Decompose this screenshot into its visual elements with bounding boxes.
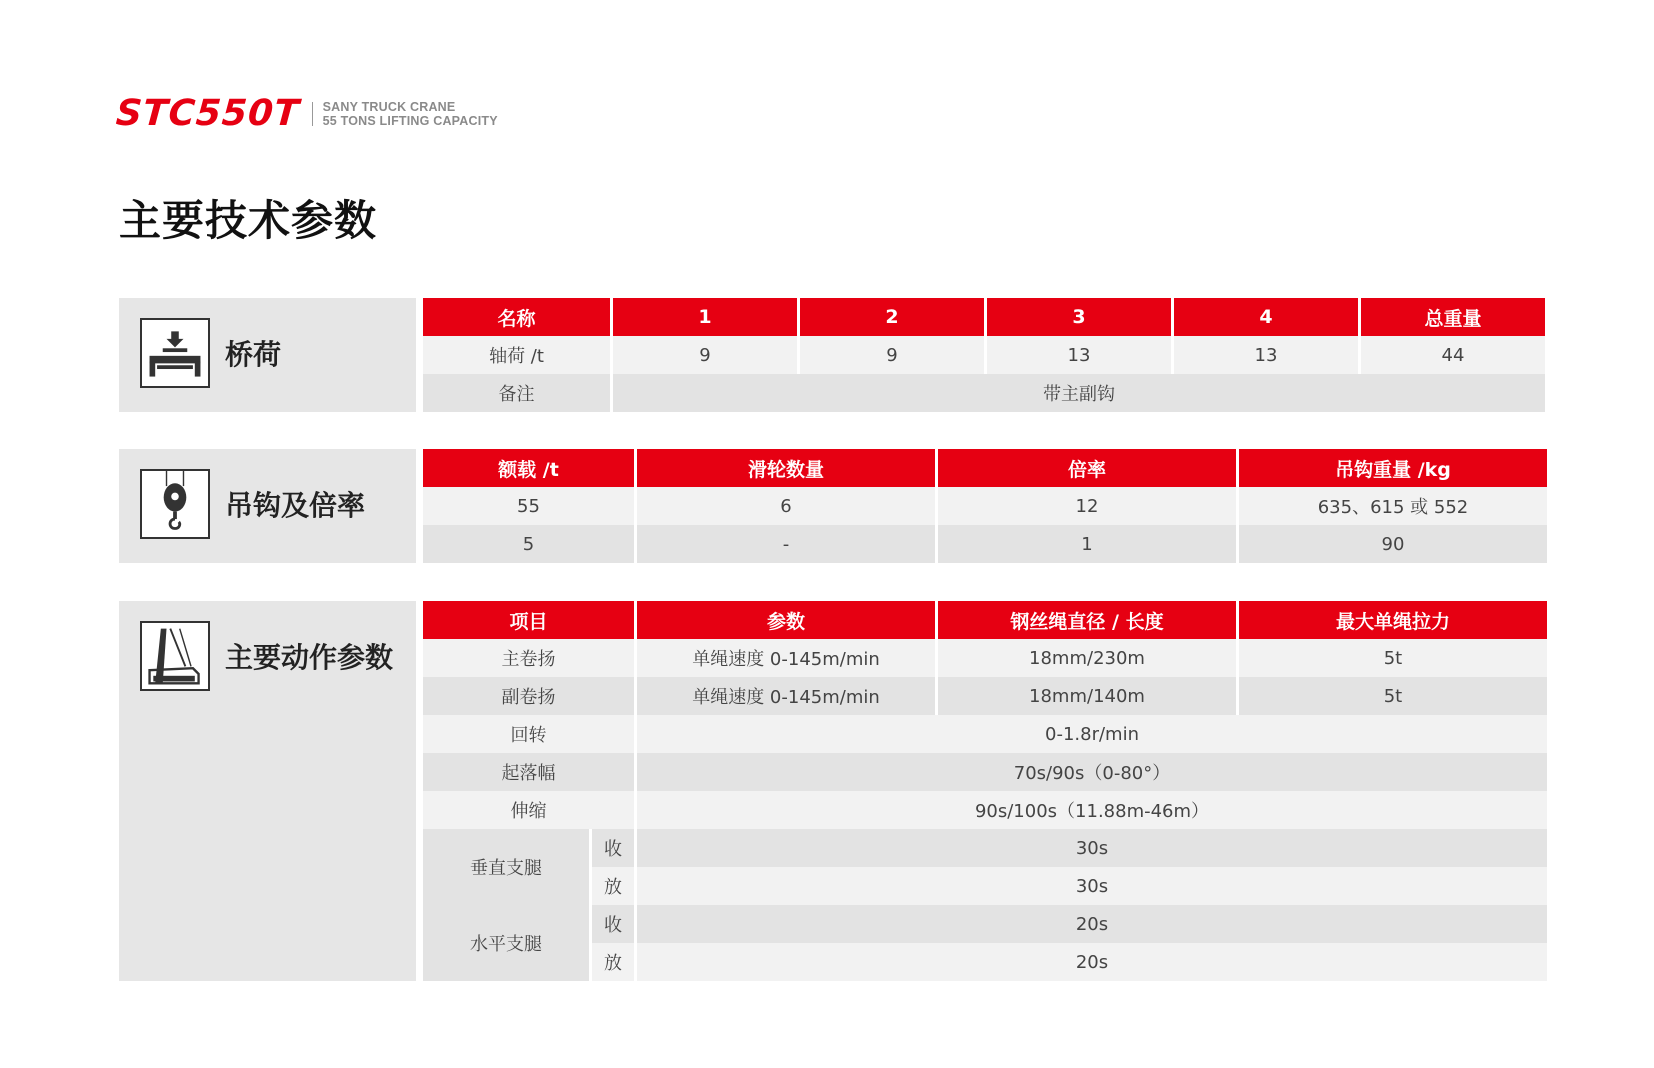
sub-label-extend: 放	[592, 943, 634, 981]
header-cell: 3	[987, 298, 1171, 336]
header-cell: 总重量	[1361, 298, 1545, 336]
table-cell: 90s/100s（11.88m-46m）	[637, 791, 1547, 829]
axle-load-table	[423, 298, 1547, 412]
sub-label-retract: 收	[592, 905, 634, 943]
row-label: 回转	[423, 715, 634, 753]
table-cell: 13	[1174, 336, 1358, 374]
table-cell: 单绳速度 0-145m/min	[637, 639, 935, 677]
table-cell: 18mm/230m	[938, 639, 1236, 677]
table-cell: 635、615 或 552	[1239, 487, 1547, 525]
row-label: 备注	[423, 374, 610, 412]
motion-section	[119, 601, 1547, 981]
table-cell: 0-1.8r/min	[637, 715, 1547, 753]
header-cell: 倍率	[938, 449, 1236, 487]
axle-load-icon	[140, 318, 210, 388]
table-cell: 90	[1239, 525, 1547, 563]
brand-subtitle	[323, 100, 498, 128]
hook-block-icon	[140, 469, 210, 539]
section-label: 主要动作参数	[225, 641, 394, 674]
brand-logo: STC550T	[114, 93, 302, 134]
table-cell: 9	[613, 336, 797, 374]
header-cell: 钢丝绳直径 / 长度	[938, 601, 1236, 639]
header-cell: 滑轮数量	[637, 449, 935, 487]
table-cell: 9	[800, 336, 984, 374]
axle-load-section	[119, 298, 1547, 412]
header-cell: 参数	[637, 601, 935, 639]
table-cell: 30s	[637, 867, 1547, 905]
motion-table	[423, 601, 1547, 981]
table-cell: 6	[637, 487, 935, 525]
hook-section	[119, 449, 1547, 563]
section-label: 吊钩及倍率	[225, 489, 366, 522]
crane-boom-icon	[140, 621, 210, 691]
header-cell: 吊钩重量 /kg	[1239, 449, 1547, 487]
table-cell: 5t	[1239, 639, 1547, 677]
table-cell: 70s/90s（0-80°）	[637, 753, 1547, 791]
row-label: 伸缩	[423, 791, 634, 829]
row-label: 起落幅	[423, 753, 634, 791]
table-cell: 带主副钩	[613, 374, 1545, 412]
header-cell: 最大单绳拉力	[1239, 601, 1547, 639]
table-cell: 44	[1361, 336, 1545, 374]
table-cell: 18mm/140m	[938, 677, 1236, 715]
page-title: 主要技术参数	[119, 196, 378, 245]
header-cell: 4	[1174, 298, 1358, 336]
header-cell: 2	[800, 298, 984, 336]
table-cell: 20s	[637, 905, 1547, 943]
row-label-horizontal-outrigger: 水平支腿	[423, 905, 589, 981]
table-cell: 12	[938, 487, 1236, 525]
table-cell: 1	[938, 525, 1236, 563]
hook-table	[423, 449, 1547, 563]
section-sidebar	[119, 449, 416, 563]
sub-label-extend: 放	[592, 867, 634, 905]
row-label: 轴荷 /t	[423, 336, 610, 374]
header-cell: 名称	[423, 298, 610, 336]
table-cell: 5t	[1239, 677, 1547, 715]
brand-divider	[312, 102, 313, 126]
table-cell: 20s	[637, 943, 1547, 981]
header-cell: 1	[613, 298, 797, 336]
section-sidebar	[119, 298, 416, 412]
row-label: 主卷扬	[423, 639, 634, 677]
header-cell: 额载 /t	[423, 449, 634, 487]
row-label-vertical-outrigger: 垂直支腿	[423, 829, 589, 905]
brand-header	[116, 95, 498, 133]
section-label: 桥荷	[225, 338, 282, 371]
row-label: 副卷扬	[423, 677, 634, 715]
header-cell: 项目	[423, 601, 634, 639]
table-cell: 30s	[637, 829, 1547, 867]
section-sidebar	[119, 601, 416, 981]
table-cell: 55	[423, 487, 634, 525]
brand-subtitle-line1: SANY TRUCK CRANE	[322, 100, 456, 114]
table-cell: 单绳速度 0-145m/min	[637, 677, 935, 715]
brand-subtitle-line2: 55 TONS LIFTING CAPACITY	[322, 114, 498, 128]
table-cell: 13	[987, 336, 1171, 374]
sub-label-retract: 收	[592, 829, 634, 867]
table-cell: 5	[423, 525, 634, 563]
table-cell: -	[637, 525, 935, 563]
